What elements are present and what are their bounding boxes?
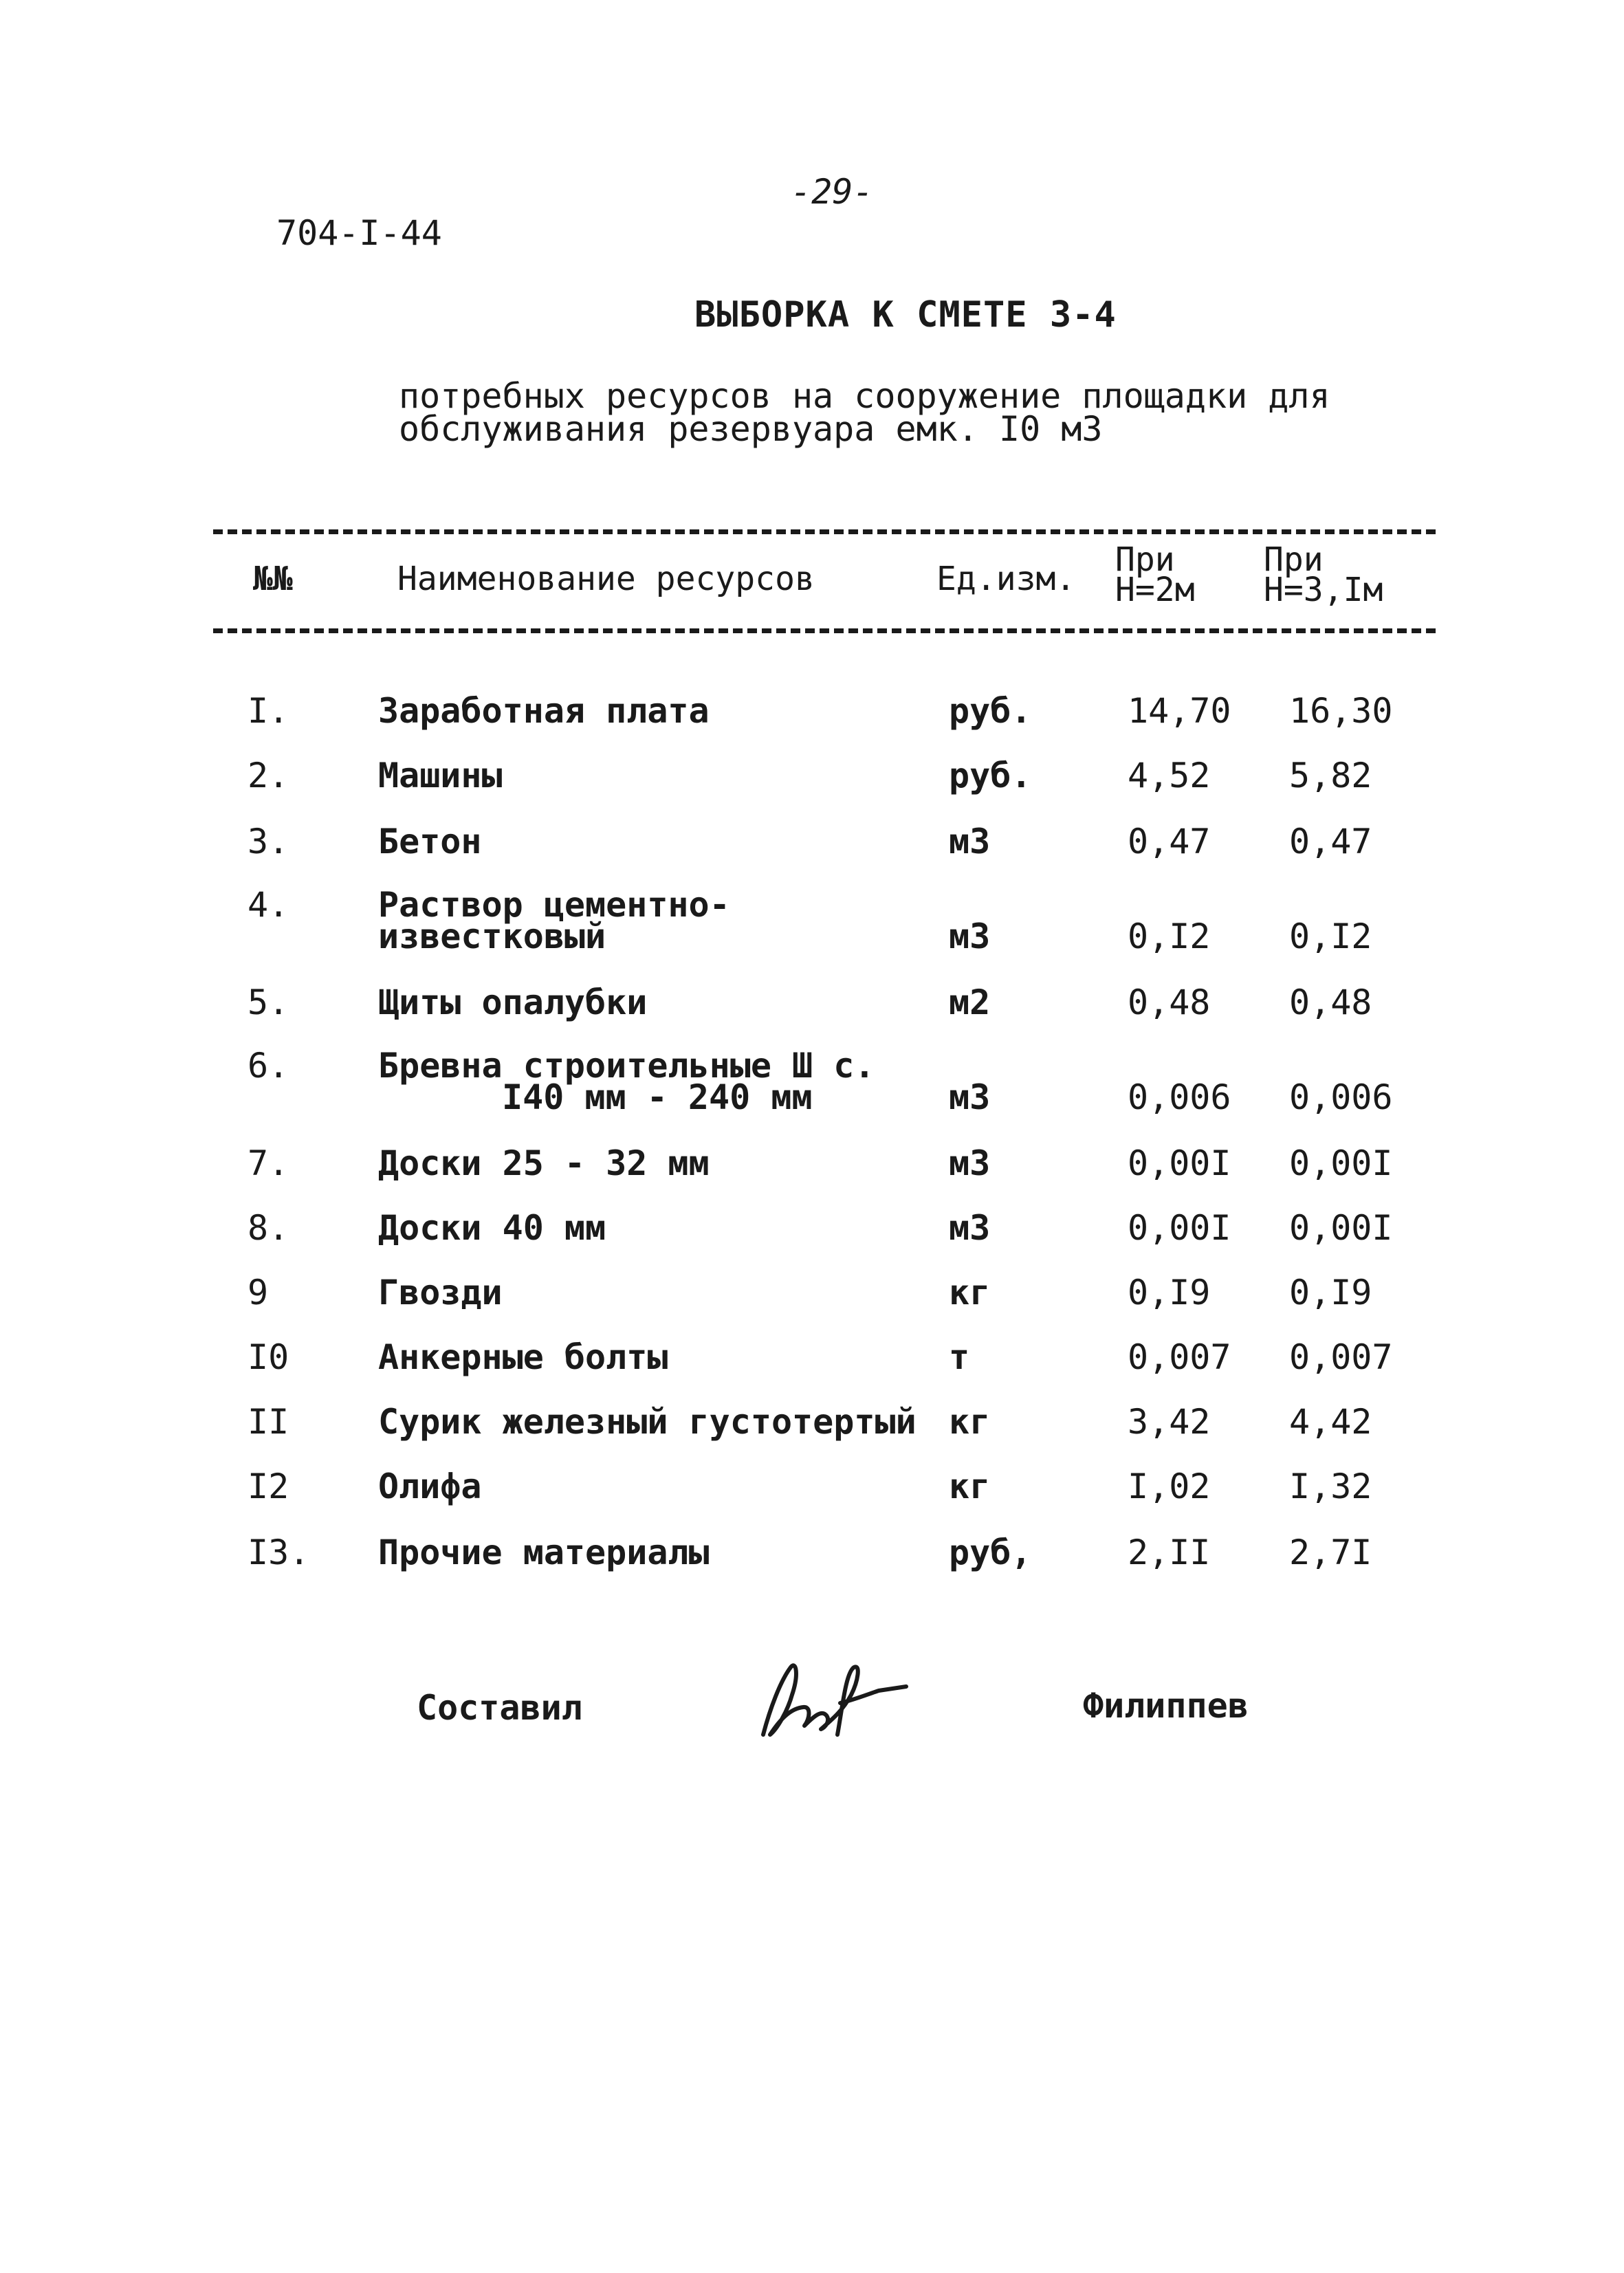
row-number: 3. <box>248 822 289 861</box>
row-value-h2: 0,006 <box>1128 1077 1231 1117</box>
row-number: 8. <box>248 1208 289 1248</box>
row-number: 5. <box>248 982 289 1022</box>
column-header-unit: Ед.изм. <box>936 560 1076 598</box>
row-value-h2: 2,II <box>1128 1533 1211 1572</box>
row-name-continued: известковый <box>378 916 606 956</box>
subtitle-line-1: потребных ресурсов на сооружение площадки для <box>399 376 1330 416</box>
row-unit: т <box>949 1337 970 1377</box>
row-unit: м3 <box>949 1143 991 1183</box>
row-number: 6. <box>248 1046 289 1086</box>
column-header-h3-line1: При <box>1264 540 1324 579</box>
row-name: Прочие материалы <box>378 1533 710 1572</box>
row-unit: руб. <box>949 756 1032 795</box>
row-value-h2: I,02 <box>1128 1467 1211 1506</box>
row-unit: м3 <box>949 916 991 956</box>
document-code: 704-I-44 <box>276 213 442 253</box>
row-value-h3: 0,I9 <box>1289 1273 1372 1313</box>
row-value-h3: 2,7I <box>1289 1533 1372 1572</box>
row-value-h2: 0,007 <box>1128 1337 1231 1377</box>
row-name: Доски 25 - 32 мм <box>378 1143 710 1183</box>
row-value-h3: I,32 <box>1289 1467 1372 1506</box>
row-unit: руб. <box>949 691 1032 731</box>
row-unit: м2 <box>949 982 991 1022</box>
row-unit: кг <box>949 1402 991 1442</box>
column-header-number: №№ <box>253 560 293 598</box>
row-unit: кг <box>949 1467 991 1506</box>
row-unit: руб, <box>949 1533 1032 1572</box>
row-value-h3: 0,48 <box>1289 982 1372 1022</box>
subtitle <box>399 376 1330 449</box>
row-value-h2: 0,00I <box>1128 1208 1231 1248</box>
row-name: Анкерные болты <box>378 1337 668 1377</box>
row-value-h3: 0,47 <box>1289 822 1372 861</box>
row-name: Машины <box>378 756 503 795</box>
subtitle-line-2: обслуживания резервуара емк. I0 м3 <box>399 409 1103 449</box>
row-name-continued: I40 мм - 240 мм <box>502 1077 813 1117</box>
row-value-h3: 0,006 <box>1289 1077 1393 1117</box>
row-name: Раствор цементно- <box>378 885 730 925</box>
row-value-h2: 0,00I <box>1128 1143 1231 1183</box>
row-number: I. <box>248 691 289 731</box>
row-unit: м3 <box>949 822 991 861</box>
row-number: 2. <box>248 756 289 795</box>
row-unit: м3 <box>949 1077 991 1117</box>
page-title: ВЫБОРКА К СМЕТЕ 3-4 <box>694 294 1117 336</box>
row-value-h2: 14,70 <box>1128 691 1231 731</box>
column-header-h2-line1: При <box>1115 540 1175 579</box>
row-name: Сурик железный густотертый <box>378 1402 917 1442</box>
row-number: I3. <box>248 1533 310 1572</box>
row-value-h3: 0,007 <box>1289 1337 1393 1377</box>
row-value-h2: 4,52 <box>1128 756 1211 795</box>
row-number: II <box>248 1402 289 1442</box>
handwritten-signature <box>749 1654 914 1746</box>
row-number: 7. <box>248 1143 289 1183</box>
row-name: Заработная плата <box>378 691 710 731</box>
table-top-rule <box>213 529 1436 534</box>
row-value-h2: 3,42 <box>1128 1402 1211 1442</box>
row-name: Гвозди <box>378 1273 503 1313</box>
row-number: I0 <box>248 1337 289 1377</box>
column-header-h2-line2: Н=2м <box>1115 571 1195 609</box>
table-header-rule <box>213 628 1436 633</box>
row-value-h3: 5,82 <box>1289 756 1372 795</box>
row-value-h3: 0,00I <box>1289 1143 1393 1183</box>
compiled-by-label: Составил <box>417 1688 582 1728</box>
row-value-h2: 0,47 <box>1128 822 1211 861</box>
row-name: Олифа <box>378 1467 482 1506</box>
row-value-h3: 0,I2 <box>1289 916 1372 956</box>
column-header-h3-line2: Н=3,Iм <box>1264 571 1383 609</box>
row-value-h3: 16,30 <box>1289 691 1393 731</box>
row-value-h2: 0,I2 <box>1128 916 1211 956</box>
row-value-h2: 0,48 <box>1128 982 1211 1022</box>
column-header-h3 <box>1264 540 1383 609</box>
row-unit: м3 <box>949 1208 991 1248</box>
row-value-h2: 0,I9 <box>1128 1273 1211 1313</box>
column-header-h2 <box>1115 540 1195 609</box>
signer-name: Филиппев <box>1083 1686 1249 1726</box>
row-name: Щиты опалубки <box>378 982 648 1022</box>
signature-icon <box>749 1654 914 1743</box>
row-value-h3: 0,00I <box>1289 1208 1393 1248</box>
row-number: I2 <box>248 1467 289 1506</box>
row-name: Доски 40 мм <box>378 1208 606 1248</box>
row-number: 4. <box>248 885 289 925</box>
row-name: Бетон <box>378 822 482 861</box>
row-name: Бревна строительные Ш с. <box>378 1046 875 1086</box>
column-header-name: Наименование ресурсов <box>397 560 815 598</box>
row-number: 9 <box>248 1273 269 1313</box>
page-number: -29- <box>791 172 874 212</box>
row-value-h3: 4,42 <box>1289 1402 1372 1442</box>
row-unit: кг <box>949 1273 991 1313</box>
